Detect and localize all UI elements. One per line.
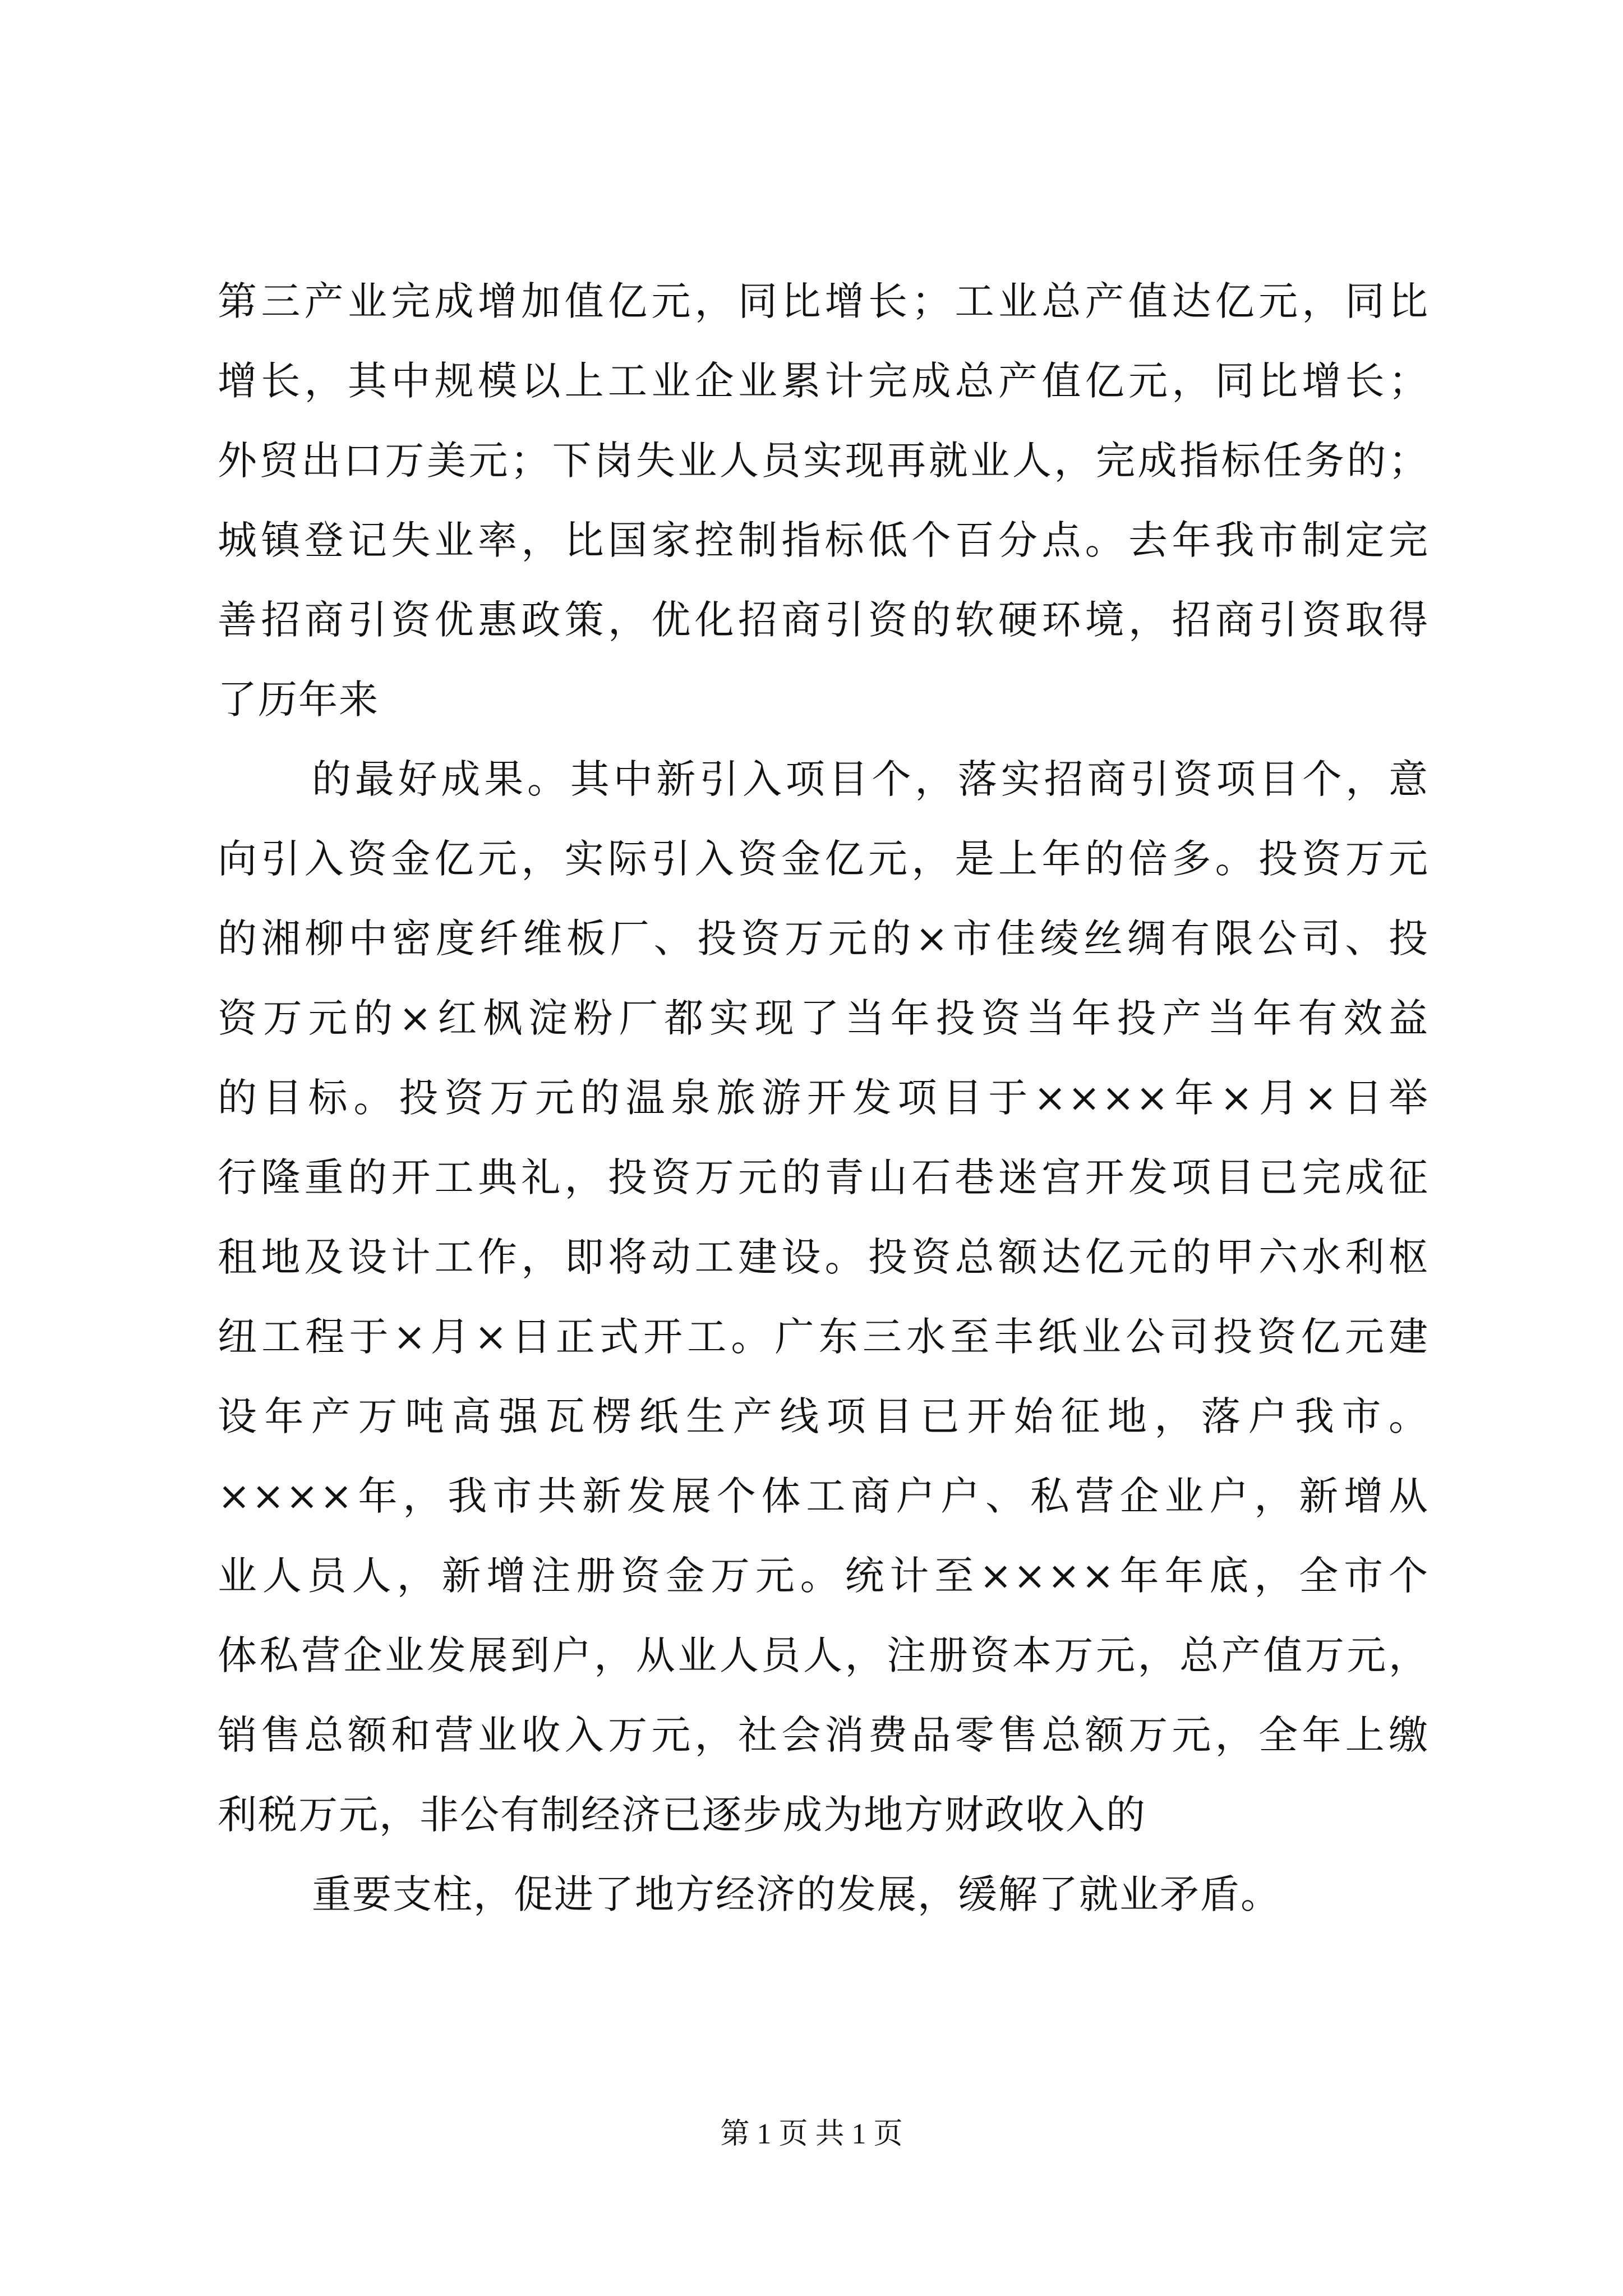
text-line: 增长，其中规模以上工业企业累计完成总产值亿元，同比增长； [218, 358, 1429, 404]
text-line: 的目标。投资万元的温泉旅游开发项目于××××年×月×日举 [218, 1075, 1429, 1121]
page-number-footer: 第 1 页 共 1 页 [720, 2118, 903, 2150]
paragraph-2 [218, 739, 1429, 1855]
text-line: 重要支柱，促进了地方经济的发展，缓解了就业矛盾。 [312, 1871, 1281, 1917]
text-line: 租地及设计工作，即将动工建设。投资总额达亿元的甲六水利枢 [218, 1234, 1429, 1280]
text-line: 的湘柳中密度纤维板厂、投资万元的×市佳绫丝绸有限公司、投 [218, 915, 1429, 961]
text-line: 纽工程于×月×日正式开工。广东三水至丰纸业公司投资亿元建 [218, 1314, 1429, 1360]
text-line: 销售总额和营业收入万元，社会消费品零售总额万元，全年上缴 [218, 1712, 1429, 1758]
text-line: 行隆重的开工典礼，投资万元的青山石巷迷宫开发项目已完成征 [218, 1154, 1429, 1200]
text-line: 利税万元，非公有制经济已逐步成为地方财政收入的 [218, 1792, 1146, 1838]
paragraph-3 [218, 1855, 1429, 1934]
text-line: 善招商引资优惠政策，优化招商引资的软硬环境，招商引资取得 [218, 597, 1429, 643]
paragraph-1 [218, 261, 1429, 739]
text-line: ××××年，我市共新发展个体工商户户、私营企业户，新增从 [218, 1473, 1429, 1519]
document-body [218, 261, 1429, 1934]
text-line: 城镇登记失业率，比国家控制指标低个百分点。去年我市制定完 [218, 517, 1429, 563]
text-line: 的最好成果。其中新引入项目个，落实招商引资项目个，意 [312, 756, 1429, 802]
text-line: 第三产业完成增加值亿元，同比增长；工业总产值达亿元，同比 [218, 278, 1429, 324]
text-line: 了历年来 [218, 677, 379, 723]
text-line: 设年产万吨高强瓦楞纸生产线项目已开始征地，落户我市。 [218, 1393, 1429, 1439]
text-line: 外贸出口万美元；下岗失业人员实现再就业人，完成指标任务的； [218, 438, 1429, 484]
text-line: 体私营企业发展到户，从业人员人，注册资本万元，总产值万元， [218, 1632, 1429, 1678]
text-line: 向引入资金亿元，实际引入资金亿元，是上年的倍多。投资万元 [218, 836, 1429, 882]
text-line: 资万元的×红枫淀粉厂都实现了当年投资当年投产当年有效益 [218, 995, 1429, 1041]
text-line: 业人员人，新增注册资金万元。统计至××××年年底，全市个 [218, 1553, 1429, 1599]
